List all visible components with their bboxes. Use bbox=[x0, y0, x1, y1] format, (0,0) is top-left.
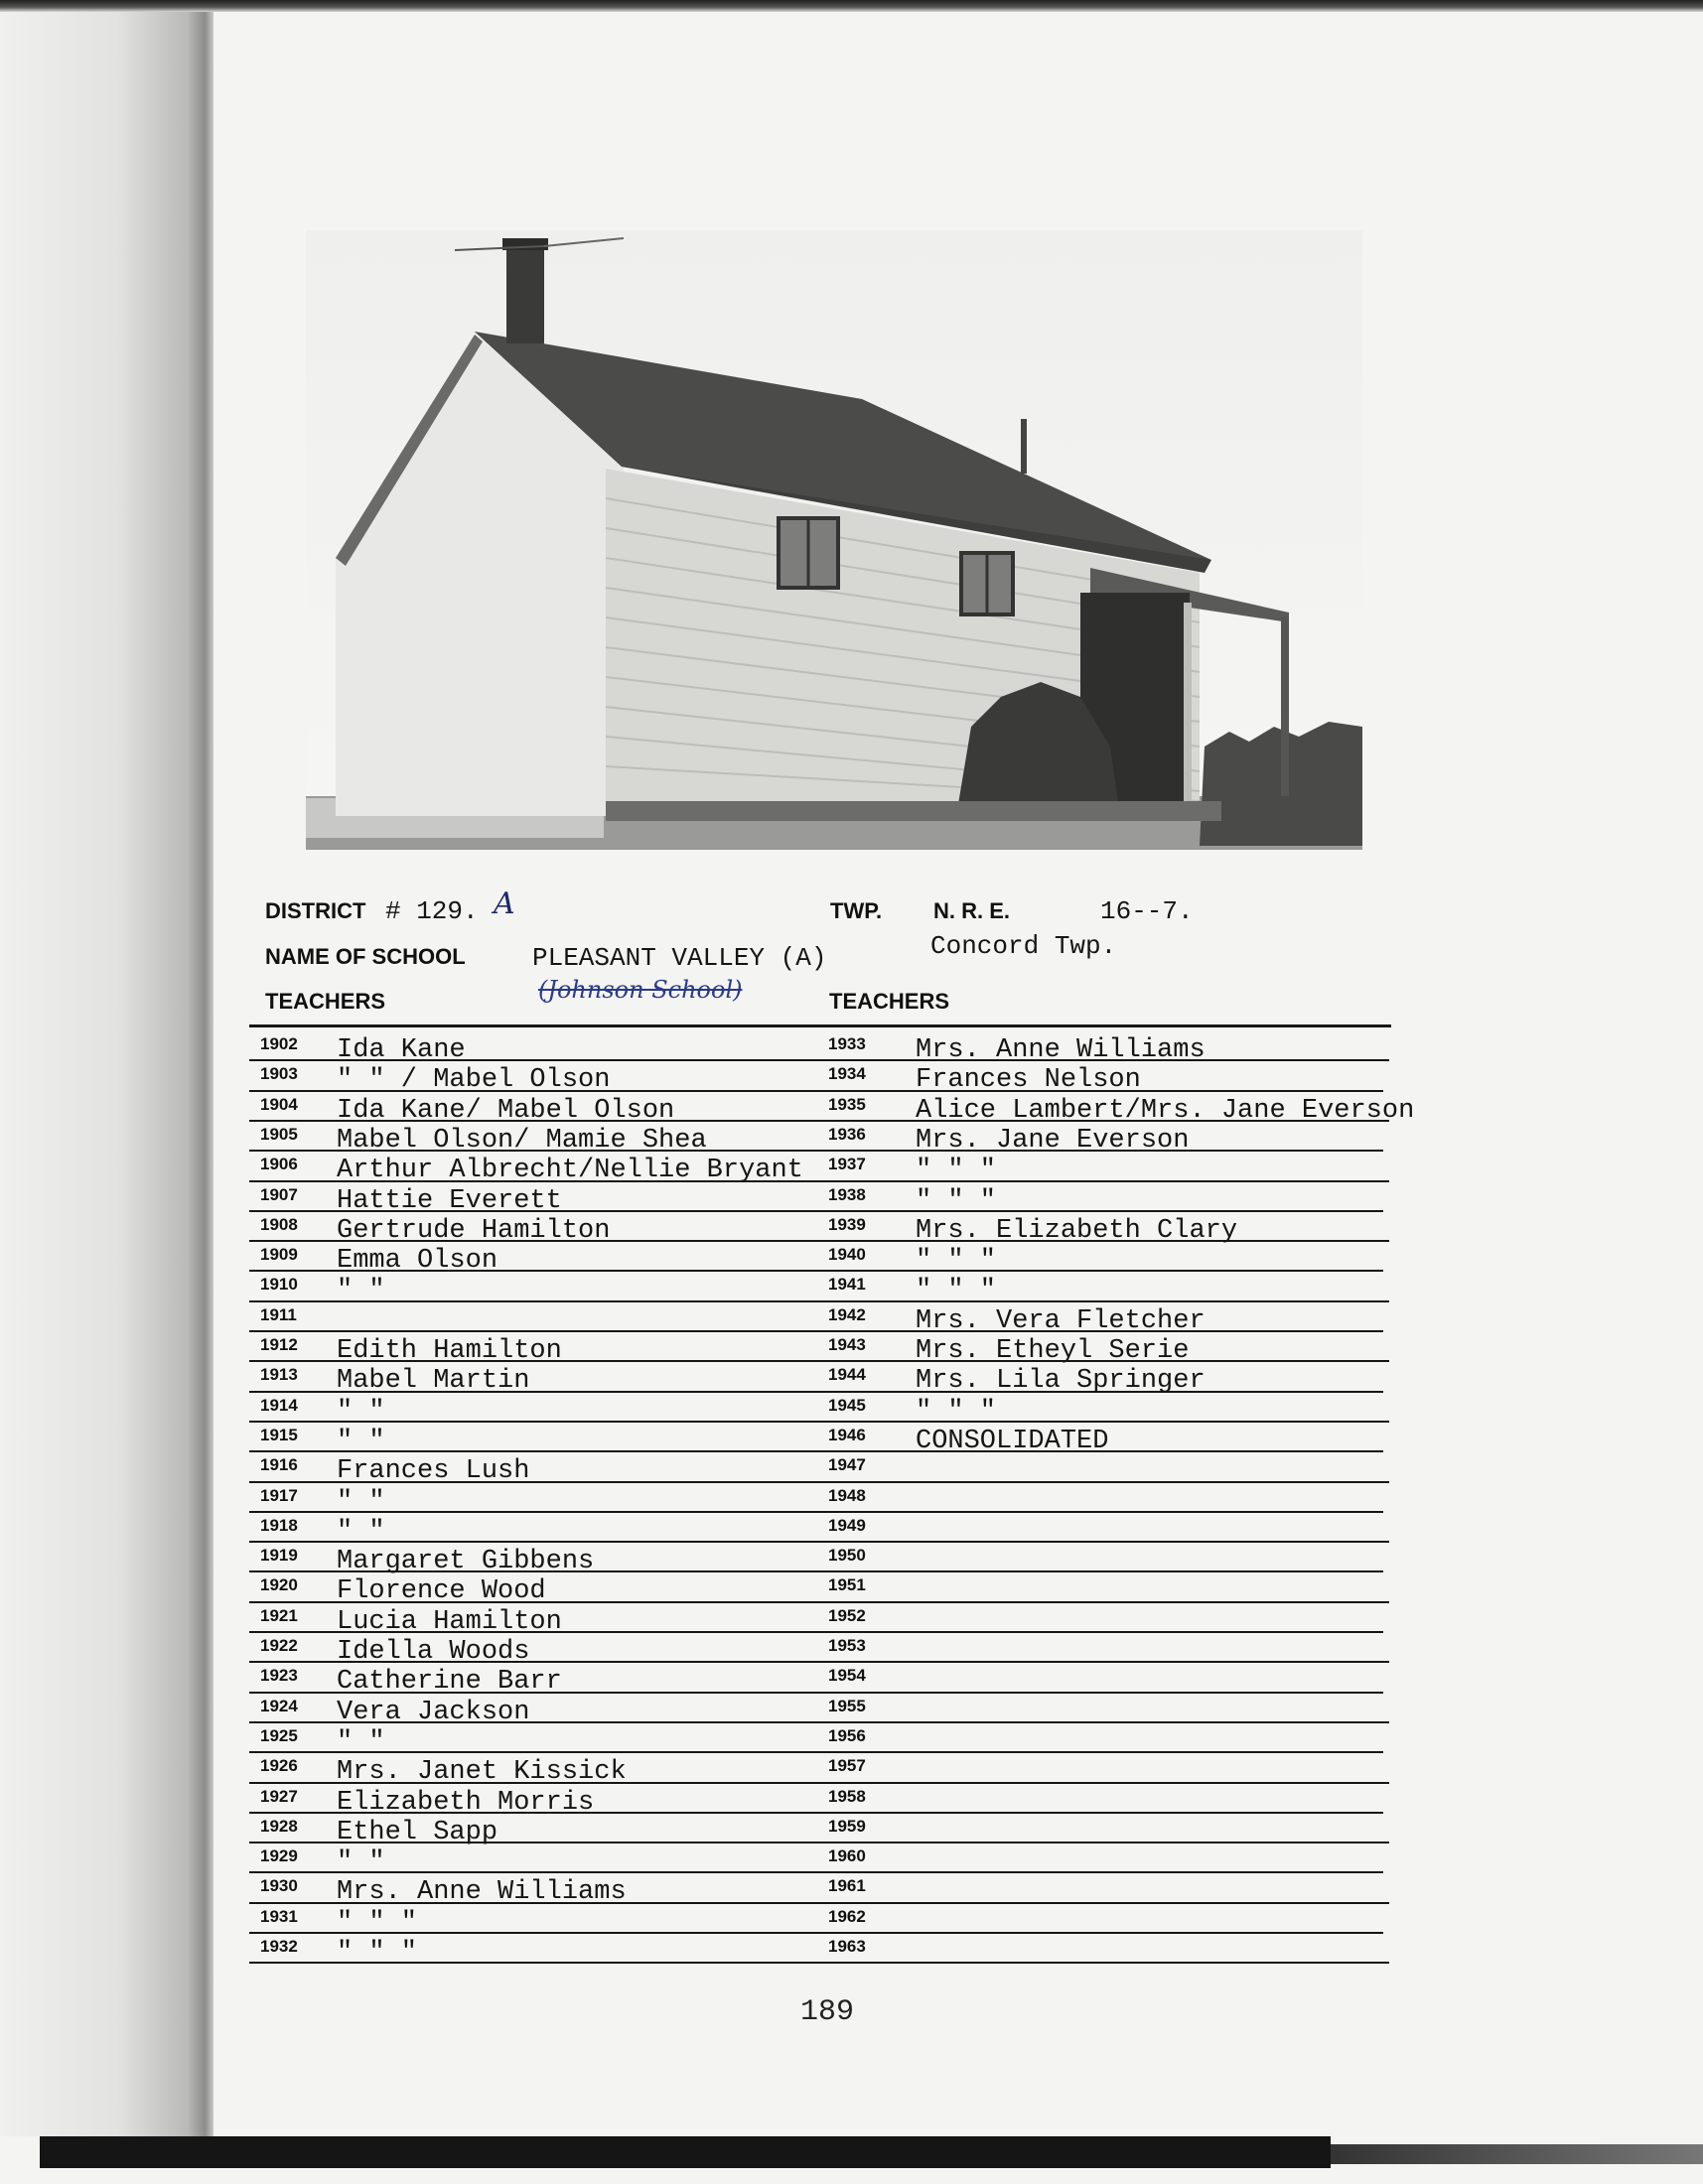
school-label: NAME OF SCHOOL bbox=[265, 944, 466, 969]
left-teacher-name: Mrs. Anne Williams bbox=[337, 1877, 627, 1908]
left-teacher-name: Idella Woods bbox=[337, 1637, 530, 1667]
left-teacher-name: " " bbox=[337, 1426, 385, 1456]
right-year-label: 1942 bbox=[828, 1304, 866, 1324]
left-year-label: 1920 bbox=[260, 1575, 298, 1595]
school-name: PLEASANT VALLEY (A) bbox=[532, 943, 827, 973]
teachers-label-left: TEACHERS bbox=[265, 989, 386, 1014]
left-year-label: 1925 bbox=[260, 1725, 298, 1745]
left-teacher-name: Florence Wood bbox=[337, 1576, 546, 1607]
right-year-label: 1956 bbox=[828, 1725, 866, 1745]
right-year-label: 1941 bbox=[828, 1275, 866, 1295]
right-year-label: 1955 bbox=[828, 1696, 866, 1715]
left-teacher-name: Frances Lush bbox=[337, 1456, 530, 1487]
left-year-label: 1914 bbox=[260, 1395, 298, 1415]
book-gutter-shadow bbox=[0, 12, 213, 2136]
right-year-label: 1948 bbox=[828, 1485, 866, 1505]
right-teacher-name: Mrs. Lila Springer bbox=[916, 1366, 1206, 1397]
left-teacher-name: " " bbox=[337, 1847, 385, 1878]
right-teacher-name: CONSOLIDATED bbox=[916, 1426, 1109, 1456]
right-year-label: 1961 bbox=[828, 1876, 866, 1896]
page-top-edge bbox=[0, 0, 1703, 12]
right-teacher-name: " " " bbox=[916, 1156, 997, 1186]
left-year-label: 1918 bbox=[260, 1515, 298, 1535]
right-year-label: 1939 bbox=[828, 1214, 866, 1234]
left-year-label: 1927 bbox=[260, 1786, 298, 1806]
left-year-label: 1917 bbox=[260, 1485, 298, 1505]
left-teacher-name: " " bbox=[337, 1276, 385, 1306]
right-year-label: 1958 bbox=[828, 1786, 866, 1806]
right-year-label: 1959 bbox=[828, 1816, 866, 1836]
left-teacher-name: " " bbox=[337, 1486, 385, 1517]
right-teacher-name: " " " bbox=[916, 1276, 997, 1306]
left-teacher-name: Gertrude Hamilton bbox=[337, 1215, 611, 1246]
right-year-label: 1938 bbox=[828, 1184, 866, 1204]
right-year-label: 1950 bbox=[828, 1546, 866, 1566]
left-teacher-name: Elizabeth Morris bbox=[337, 1787, 595, 1818]
district-label: DISTRICT bbox=[265, 898, 366, 923]
right-teacher-name: " " " bbox=[916, 1246, 997, 1277]
left-year-label: 1908 bbox=[260, 1214, 298, 1234]
left-year-label: 1932 bbox=[260, 1937, 298, 1956]
right-teacher-name: Mrs. Vera Fletcher bbox=[916, 1305, 1206, 1336]
left-teacher-name: Vera Jackson bbox=[337, 1697, 530, 1727]
right-teacher-name: " " " bbox=[916, 1396, 997, 1427]
left-year-label: 1913 bbox=[260, 1365, 298, 1385]
right-year-label: 1947 bbox=[828, 1455, 866, 1475]
right-year-label: 1936 bbox=[828, 1124, 866, 1144]
left-teacher-name: Mabel Olson/ Mamie Shea bbox=[337, 1125, 707, 1156]
left-teacher-name: " " / Mabel Olson bbox=[337, 1065, 611, 1096]
right-teacher-name: Alice Lambert/Mrs. Jane Everson bbox=[916, 1095, 1415, 1126]
right-year-label: 1963 bbox=[828, 1937, 866, 1956]
left-year-label: 1923 bbox=[260, 1666, 298, 1686]
left-teacher-name: Edith Hamilton bbox=[337, 1336, 562, 1366]
left-teacher-name: Catherine Barr bbox=[337, 1667, 562, 1698]
row-rule bbox=[249, 1871, 1383, 1873]
right-year-label: 1949 bbox=[828, 1515, 866, 1535]
right-teacher-name: Mrs. Jane Everson bbox=[916, 1125, 1190, 1156]
table-top-rule bbox=[249, 1024, 1391, 1027]
right-year-label: 1943 bbox=[828, 1335, 866, 1354]
left-teacher-name: " " " bbox=[337, 1938, 418, 1968]
right-year-label: 1953 bbox=[828, 1636, 866, 1655]
district-number: # 129. bbox=[385, 896, 479, 926]
right-year-label: 1933 bbox=[828, 1034, 866, 1053]
left-teacher-name: Ida Kane bbox=[337, 1035, 466, 1065]
row-rule bbox=[249, 1751, 1383, 1753]
left-year-label: 1929 bbox=[260, 1846, 298, 1866]
row-rule bbox=[249, 1932, 1383, 1934]
left-teacher-name: " " bbox=[337, 1726, 385, 1757]
township-name: Concord Twp. bbox=[930, 931, 1117, 961]
left-year-label: 1931 bbox=[260, 1906, 298, 1926]
right-year-label: 1951 bbox=[828, 1575, 866, 1595]
row-rule bbox=[249, 1330, 1383, 1332]
schoolhouse-photo bbox=[306, 230, 1362, 850]
left-year-label: 1911 bbox=[260, 1304, 297, 1324]
right-teacher-name: Mrs. Etheyl Serie bbox=[916, 1336, 1190, 1366]
right-year-label: 1945 bbox=[828, 1395, 866, 1415]
right-teacher-name: Mrs. Elizabeth Clary bbox=[916, 1215, 1238, 1246]
left-year-label: 1919 bbox=[260, 1546, 298, 1566]
left-year-label: 1912 bbox=[260, 1335, 298, 1354]
left-year-label: 1910 bbox=[260, 1275, 298, 1295]
left-teacher-name: Lucia Hamilton bbox=[337, 1606, 562, 1637]
left-year-label: 1924 bbox=[260, 1696, 298, 1715]
nre-value: 16--7. bbox=[1100, 896, 1194, 926]
left-year-label: 1915 bbox=[260, 1425, 298, 1444]
left-year-label: 1904 bbox=[260, 1094, 298, 1114]
left-teacher-name: Mabel Martin bbox=[337, 1366, 530, 1397]
left-teacher-name: Mrs. Janet Kissick bbox=[337, 1757, 627, 1788]
nre-label: N. R. E. bbox=[933, 898, 1011, 923]
right-year-label: 1934 bbox=[828, 1064, 866, 1084]
left-year-label: 1906 bbox=[260, 1155, 298, 1174]
twp-label: TWP. bbox=[830, 898, 883, 923]
right-year-label: 1937 bbox=[828, 1155, 866, 1174]
row-rule bbox=[249, 1300, 1389, 1302]
left-year-label: 1928 bbox=[260, 1816, 298, 1836]
left-teacher-name: Arthur Albrecht/Nellie Bryant bbox=[337, 1156, 803, 1186]
left-teacher-name: Ethel Sapp bbox=[337, 1817, 498, 1847]
page-bottom-edge-right bbox=[1331, 2144, 1703, 2164]
school-alt-name-struck: (Johnson School) bbox=[538, 976, 743, 1004]
left-teacher-name: Hattie Everett bbox=[337, 1185, 562, 1216]
right-year-label: 1944 bbox=[828, 1365, 866, 1385]
row-rule bbox=[249, 1541, 1389, 1543]
row-rule bbox=[249, 1450, 1383, 1452]
left-year-label: 1909 bbox=[260, 1245, 298, 1265]
right-year-label: 1946 bbox=[828, 1425, 866, 1444]
left-year-label: 1902 bbox=[260, 1034, 298, 1053]
page-number: 189 bbox=[800, 1995, 855, 2029]
left-teacher-name: " " bbox=[337, 1396, 385, 1427]
left-teacher-name: " " bbox=[337, 1516, 385, 1547]
teachers-label-right: TEACHERS bbox=[829, 989, 950, 1014]
right-year-label: 1952 bbox=[828, 1605, 866, 1625]
right-year-label: 1957 bbox=[828, 1756, 866, 1776]
left-teacher-name: Emma Olson bbox=[337, 1246, 498, 1277]
page-bottom-edge bbox=[40, 2136, 1331, 2168]
row-rule bbox=[249, 1511, 1383, 1513]
left-year-label: 1930 bbox=[260, 1876, 298, 1896]
right-year-label: 1940 bbox=[828, 1245, 866, 1265]
right-year-label: 1962 bbox=[828, 1906, 866, 1926]
district-suffix-handwritten: A bbox=[494, 887, 515, 921]
left-year-label: 1922 bbox=[260, 1636, 298, 1655]
right-teacher-name: Mrs. Anne Williams bbox=[916, 1035, 1206, 1065]
right-year-label: 1935 bbox=[828, 1094, 866, 1114]
right-year-label: 1954 bbox=[828, 1666, 866, 1686]
left-year-label: 1903 bbox=[260, 1064, 298, 1084]
left-year-label: 1907 bbox=[260, 1184, 298, 1204]
right-year-label: 1960 bbox=[828, 1846, 866, 1866]
left-teacher-name: Margaret Gibbens bbox=[337, 1547, 595, 1577]
right-teacher-name: " " " bbox=[916, 1185, 997, 1216]
left-year-label: 1916 bbox=[260, 1455, 298, 1475]
left-year-label: 1926 bbox=[260, 1756, 298, 1776]
left-year-label: 1921 bbox=[260, 1605, 298, 1625]
row-rule bbox=[249, 1421, 1389, 1423]
left-teacher-name: " " " bbox=[337, 1907, 418, 1938]
row-rule bbox=[249, 1962, 1389, 1964]
left-teacher-name: Ida Kane/ Mabel Olson bbox=[337, 1095, 675, 1126]
right-teacher-name: Frances Nelson bbox=[916, 1065, 1141, 1096]
left-year-label: 1905 bbox=[260, 1124, 298, 1144]
